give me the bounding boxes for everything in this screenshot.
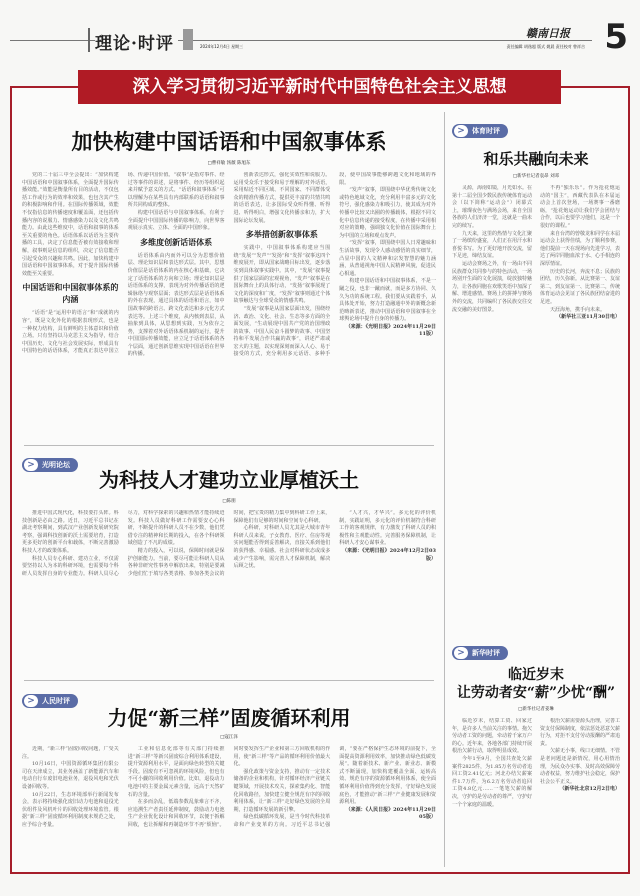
masthead-logo: 赣南日报 (526, 27, 570, 40)
article-byline: □陈朋 (222, 499, 236, 504)
article-body (452, 185, 620, 635)
section-block (183, 29, 193, 50)
paragraph: 今年1至9月，全国共查处欠薪案件2825件，为1.85万名劳动者追回工资2.41亿元；河北办结欠薪案件1.7万件，为6.2万名劳动者追回工资4.8亿元……一笔笔欠薪的解决，守护的是劳动者的尊严，守护好一个个家庭的温暖。 (452, 755, 533, 808)
paragraph: “发挥”叙事，即围绕中国人日常趣味和生活故事，发现令人感动感悟的真实细节，凸显中国的人文精神和宗发智慧的魅力涵涵，从普通视角中国人民精神风貌，促进民心相通。 (339, 240, 436, 277)
article-discourse-system (22, 120, 436, 438)
tag-label: 体育时评 (472, 127, 500, 135)
paragraph: 心科研，对科研人员尤其是大城市青年科研人员来说，子女教育、医疗、住房等现实问题能否得到妥善解决，直接关系到他们的获得感、幸福感。社会对科研状态或成多或少产生影响，需完善人才保障机制，解决后顾之忧。 (233, 525, 331, 570)
source-note: （来源：《人民日报》2024年11月29日05版） (345, 806, 436, 821)
article-body (22, 510, 436, 670)
paragraph: 构建中国话语和中国叙事体系，不是一蹴之役，也非一蹴而就，而是多方协同、久久为功的系统工程。我们要从实践着手，从具体处开始，努力打造融通中外的新概念新范畴新表述，推动中国话语和中国叙事在全球舆论场中提升自身的传播力。 (339, 278, 436, 323)
paragraph: 九天来，这里的热情与文化汇聚了一场缤纷盛宴，人们正在用汗水和喜悦书写。为了更好地开放交流，留下足迹，缔结友谊。 (452, 230, 533, 260)
article-wages (452, 640, 620, 868)
paragraph: 绿色低碳循环发展，是当今时代科技革命和产业变革的方向。习近平总书记强调，“要在严格保护生态环境的前提下，全面提高资源利用效率，加快推动绿色低碳发展”。随着新技术、新产业、新业态、新模式不断涌现，加快构建覆盖全面、运转高效、规范有序的资源循环利用体系，使全面循环利用价值得到充分发挥，守好绿色发展底色，才能推动“新三样”产业健康发展和资源利用。 (233, 746, 436, 828)
source-note: （新华社三亚11月30日电） (556, 314, 620, 321)
subheading: 中国话语和中国叙事体系的内涵 (22, 283, 119, 305)
article-title: 加快构建中国话语和中国叙事体系 (71, 130, 387, 154)
editors-credit: 责任编辑 胡逸超 版式 姚晨 责任校对 曾祥吉 (506, 44, 585, 49)
paragraph: 党的二十届三中全会提出：“加快构建中国话语和中国叙事体系，全面提升国际传播效能。”效能是衡量所有目的活动，不仅包括工作或行为的效率和效果，也包含其产生的积极影响和作用。在国际传播领域，效能不仅指信息的传播速度和覆盖面，还包括传播内容的说服力、情感感染力以及文化共鸣能力。由此这些维度中，话语和叙事的体系至关重要的角色。话语体系以话语为主要传播的工具，决定了信息能否被有效接收和理解，叙事则是信息的组织，决定了信息能否引起受众的兴趣和共鸣。因此，加快构建中国话语和中国叙事体系，对于提升国际传播效能至关重要。 (22, 172, 119, 277)
paragraph: 强化政策与资金支持，推动有一定技术储备的企业和机构，针对循环经济产业链关键领域，开展技术攻关，探索集约化、智能化回收路径，加快建立健全规范有序的回收利用体系，让“新三样”走好绿色发展的全周期，打造循环发展的新引擎。 (233, 768, 331, 813)
subheading: 多维度创新话语体系 (140, 237, 213, 247)
paragraph: 10月22日，生态环境部举行新闻发布会，表示将持续强化废旧动力电池和退役光伏组件及风机叶片的回收处理环境监管。根据“新三样”固废循环利用制度未规范之处，应予综合考量。 (22, 791, 119, 828)
article-new-three (22, 688, 436, 868)
article-sports (452, 118, 620, 638)
article-title-line1: 临近岁末 (508, 667, 564, 683)
paragraph: “话语”是“运用中的语言”和“成就的内容”，既是文化外化的根据表现形式，也是一种权力结构，具有鲜明的主体意识和价值立场。只有坚持以马克思主义为指导，结合中国历史、文化与社会发展实际，形成具有中国特色的话语体系，才能真正表达中国立场、传递中国价值。“叙事”是指对事件、经过等事件的讲述，是将事件、经历等组织起来并赋予意义的方式。“话语和叙事体系”可以理解为在某些具有内部联系的话语和叙事所共同构成的整体。 (22, 172, 225, 355)
paragraph: 临近岁末，结算工资、回家过年，是许多人当前关注的事情。拖欠劳动者工资的问题，牵动着千家万户的心。近年来，各地各部门持续开展根治欠薪行动，取得明显成效。 (452, 718, 533, 755)
paragraph: “发展”叙事是从国家层面出发，围绕经济、政治、文化、社会、生态等多方面的全面发展，“生动展现中国共产党的治国理政的故事、中国人民奋斗圆梦的故事、中国坚持和平发展合作共赢的故事”，讲述严肃或宏大的主题，以实现深刻而深入人心、易于接受的方式，充分利用多元话语、多种手段，使中国故事能够跨越文化和地域的界限。 (233, 172, 436, 358)
paragraph: 运动会赛场之外，有一场由不同民族群众共同参与的特色活动，一场场别开生面的文化展演，绽放独特魅力，让各族同胞在欢歌笑语中加深了解、增进感情。赛场上的拼搏与赛场外的交流，共同编织了各民族交往交流交融的美好图景。 (452, 260, 533, 313)
column-tag (452, 646, 508, 660)
paragraph: 不再“独乐乐”。作为抢花炮运动的“国主”，西藏代表队在本届运动会上首次登场，一场赛事一番磨砺，“抢花炮运动让我们学会团结与合作，以后也要学习他们，这是一个很好的课程。” (540, 185, 620, 229)
column-divider (444, 112, 445, 867)
tag-label: 人民时评 (42, 697, 70, 705)
paragraph: 灵源，海南如镜，月光如水。在第十二届全国少数民族传统体育运动会（以下简称“运动会”）闭幕式上，璀璨夜色与满场会场，来自全国各族的人们济济一堂，这就是一曲未完的续写。 (452, 185, 533, 229)
article-body (452, 718, 620, 868)
paragraph: 近期，“新三样”固废回收问题，广受关注。 (22, 746, 119, 760)
paragraph: 天涯海角，携手向未来。 (550, 306, 606, 313)
chevron-right-icon: > (454, 647, 468, 659)
article-byline: □寇江泽 (220, 735, 238, 740)
section-title: 理论·时评 (95, 29, 178, 54)
article-sci-talent (22, 452, 436, 676)
article-body (22, 172, 436, 427)
theme-banner: 深入学习贯彻习近平新时代中国特色社会主义思想 (78, 70, 561, 104)
paragraph: 构建中国话语与中国叙事体系，有利于全面提升中国国际传播的影响力，向世界客观展示真实、立体、全面的中国形象。 (127, 209, 225, 232)
header-bar (88, 28, 90, 52)
page-number: 5 (604, 17, 628, 57)
column-tag (452, 124, 508, 138)
article-byline: □新华社记者袁昂 刘邓 (512, 174, 560, 179)
tag-label: 新华时评 (472, 649, 500, 657)
chevron-right-icon: > (24, 695, 38, 707)
article-byline: □曹祥敏 汤薇 陈旭东 (207, 161, 251, 166)
tag-label: 光明论坛 (42, 461, 70, 469)
paragraph: 精力的投入，可以说，保障时间就是保护创新能力。当前，要尽可能让科研人员从各种非研究性事务中解放出来，特别是要减少他们忙于填写各类表格、参加各类会议的时间，把宝贵的精力集中到科研工作上来，保障他们有足够的时间和空间专心科研。 (127, 510, 331, 577)
paragraph: 推进中国式现代化，科技要打头阵。科技创新是必由之路。近日，习近平总书记在湖北考察期间，到武汉产业创新发展研究院考察，强调科技创新的沃土需要培育，打造更多更好的创新平台和载体，不断完善激励科技人才的政策体系。 (22, 510, 119, 554)
paragraph: 来自台湾的曾敬龙和同学在本届运动会上获得佳绩，为了顺利参赛，他们提前一天在现场向先进学习，表达了两岸同胞血浓于水、心手相连的深厚情谊。 (540, 230, 620, 267)
paragraph: “发声”叙事，即围绕中华优秀传统文化或特色地域文化，充分利用丰富多元的文化符号，强化感染力和吸引力，使其成为对外传播中比较又出圈的传播载体，根据不同文化中信息传递的接受程度，在传播中采用相对应的策略，强调独文化价值在国际舞台上为中国的立场和观点发声。 (339, 187, 436, 239)
subheading: 多举措创新叙事体系 (245, 230, 318, 240)
chevron-right-icon: > (24, 459, 38, 471)
paragraph: 在多而杂乱，低端参数乱象难言不齐，应追溯生产者责任延伸制度，鼓励动力电池生产企业优化设计和回收环节，以便于拆解回收，也让拆解和再制造环节不再“烦恼”。同时要发挥生产企业和第三方回收机构的作用，使“新三样”等产品的循环利用价值最大化。 (127, 746, 331, 828)
paragraph: 话语体系由内而外可以分为思想价值层、理论知识层和表达形式层。其中，思想价值层是话语体系的内在核心和基础，它决定了话语体系的方向和立场；理论知识层是话语体系的支撑，表现为对外传播话语的逻辑脉络与观察层面；表达形式层是话语体系的外在表现，通过具体的话语和语言，如中国故事的跨语言、跨文化表达和多元化方式表达等。上述三个维度，从内核到表层，从抽象到具体，从思想到实践，互为依存之势，支撑着对外话语体系机制的运行，提升中国国际传播效能，应立足于话语体系的各个层面，通过创新思维实现中国话语在世界的传播。 (127, 252, 225, 358)
article-title: 为科技人才建功立业厚植沃土 (99, 468, 359, 492)
source-note: （来源：《光明日报》2024年11月29日11版） (345, 323, 436, 338)
article-body (22, 746, 436, 864)
source-note: （来源：《光明日报》2024年12月2日03版） (342, 547, 436, 562)
article-divider (24, 680, 434, 681)
column-tag (22, 458, 78, 472)
paragraph: 创新表达形式，强化实效性和说服力。运用受众乐于接受和易于理解的对外话语，采用贴近不同区域、不同国家、不同群体受众的精准传播方式，提供更丰富的共情共鸣的话语表达，让多国际受众听得懂、听得进、听得明白，增强文化传播亲和力，扩大国际论坛发展。 (233, 172, 331, 224)
paragraph: 工业和信息化部等有关部门持续推进“新三样”等新兴固废综合利用体系建设，提升资源利用水平，是面向绿色转型的关键手段。固废有不可忽视的环境风险，但也有不可小觑的回收利用价值。比如，退役动力电池中的主要金属元素含量，远高于天然矿石的含量。 (127, 746, 225, 798)
paragraph: 实践中，中国叙事体系构建应当围绕“发展”“发声”“发扬”和“发挥”叙事这四个维度展开，即从国家战略目标出发，逐步落实到具体叙事实践中。其中，“发展”叙事提供了国家层面的宏观视角，“发声”叙事是在国际舞台上的具体行动，“发扬”叙事展现了文化的深度和广度，“发挥”叙事则通过个体故事触达与全球受众的情感共鸣。 (233, 245, 331, 305)
article-title: 和乐共融向未来 (483, 150, 589, 168)
source-note: （新华社北京12月2日电） (559, 786, 620, 793)
paragraph: 科技人员专心科研、建功立业，不仅需要坚持以人为本的科研环境，也需要每个科研人员发挥自身的专业能力。科研人员尽心尽力，对科学探索的兴趣和热情才能持续迸发。科技人员做好科研工作需要安心心科研，不断提升的科研人员不在少数，他们凭借专注的精神和长期的投入，在各个科研领域创造了不凡的成绩。 (22, 510, 225, 577)
article-title-line2: 让劳动者安“薪”少忧“酬” (456, 685, 616, 701)
article-divider (24, 445, 434, 446)
paragraph: 根治欠薪需要源头治理，完善工资支付保障制度，依法惩处恶意欠薪行为，对拒不支付劳动报酬的严肃追责。 (540, 718, 620, 747)
paragraph: 历史的长河，奔流不息；民族的团结，历久弥新。从比赛第一、友谊第二，到友谊第一、比赛第二，传统体育运动会见证了各民族团结奋进的足迹。 (540, 268, 620, 305)
paragraph: 10月16日，中国资源循环集团有限公司在天津成立，其业务涵盖了新能源汽车和电动自行车废旧电池业务，退役风电和光伏设备回收等。 (22, 761, 119, 790)
column-tag (22, 694, 78, 708)
paragraph: 欠薪无小事，线口无细情。不管是老问题还是新情况，用心用情治理，为民众办实事、及时高效保障劳动者权益，努力维护社会稳定，保护社会公平正义。 (540, 748, 620, 785)
article-title: 力促“新三样”固废循环利用 (107, 706, 351, 730)
article-byline: □新华社记者姜琳 (518, 707, 554, 712)
chevron-right-icon: > (454, 125, 468, 137)
issue-date: 2024年12月4日 星期三 (200, 44, 244, 49)
paragraph: “人才兴，才华兴”。多元化的评价机制，实践证明，多元化的评价机制符合科研工作的客观规律，有力激发了科研人员的积极性和主观能动性。完善服务保障机制，让科研人才安心谋事业。 (339, 510, 436, 547)
